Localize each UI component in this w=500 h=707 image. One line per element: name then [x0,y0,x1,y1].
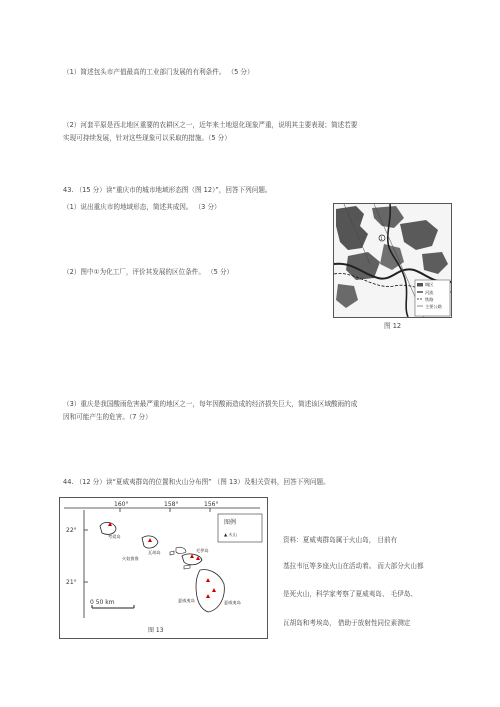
island-oahu: 瓦胡岛 [148,550,161,555]
q42-part2-line1: （2）河套平原是西北地区重要的农耕区之一，近年来土地退化现象严重，说明其主要表现；简述若要 [63,121,358,129]
q43-stem: 43. （15 分）读“重庆市的城市地域形态图（图 12）”，回答下列问题。 [63,186,272,194]
lat-22: 22° [66,527,77,534]
q42-part2-line2: 实现可持续发展，针对这些现象可以采取的措施。（5 分） [63,134,231,142]
lon-158: 158° [164,501,179,508]
q44-material-line4: 瓦胡岛和考埃岛， 借助于放射性同位素测定 [283,619,411,627]
q42-part1: （1）简述包头市产值最高的工业部门发展的有利条件。 （5 分） [63,68,254,76]
q43-part3-line1: （3）重庆是我国酸雨危害最严重的地区之一，每年因酸雨造成的经济损失巨大，简述该区域酸雨的成 [63,400,358,408]
legend-railway: 铁路 [425,297,434,302]
legend-highway: 主要公路 [425,304,442,309]
island-kauai: 考爱岛 [108,534,121,539]
legend-river: 河流 [425,290,434,295]
island-hawaii: 夏威夷岛 [178,598,195,603]
legend-title: 图例 [224,519,237,526]
q43-part2: （2）图中①为化工厂，评价其发展的区位条件。 （5 分） [63,268,234,276]
q43-part1: （1）说出重庆市的地域形态，简述其成因。 （3 分） [63,203,221,211]
q44-material-line3: 是死火山，科学家考察了夏威夷岛、 毛伊岛、 [283,590,417,598]
q44-stem: 44. （12 分）读“夏威夷群岛的位置和火山分布图” （图 13）及相关资料，回答下列问题。 [63,478,330,486]
lon-156: 156° [204,501,219,508]
scale-bar-label: 0 50 km [90,599,115,606]
hawaii-volcano-map [59,497,268,639]
legend-urban: 城区 [425,282,434,287]
lon-160: 160° [114,501,129,508]
q43-part3-line2: 因和可能产生的危害。（7 分） [63,413,152,421]
figure-12-caption: 图 12 [384,322,402,330]
svg-text:1: 1 [380,236,383,241]
city-honolulu: 火奴鲁鲁 [122,556,139,561]
q44-material-line1: 资料：夏威夷群岛属于火山岛， 目前有 [283,536,398,544]
chongqing-city-map [333,203,452,318]
lat-21: 21° [66,579,77,586]
legend-volcano: ▲ 火山 [224,532,237,537]
q44-material-line2: 基拉韦厄等多座火山在活动着。 而大部分火山都 [283,562,424,570]
figure-13-caption: 图 13 [148,627,164,634]
handwritten-label: 夏威夷岛 [224,600,241,605]
island-maui: 毛伊岛 [196,548,209,553]
